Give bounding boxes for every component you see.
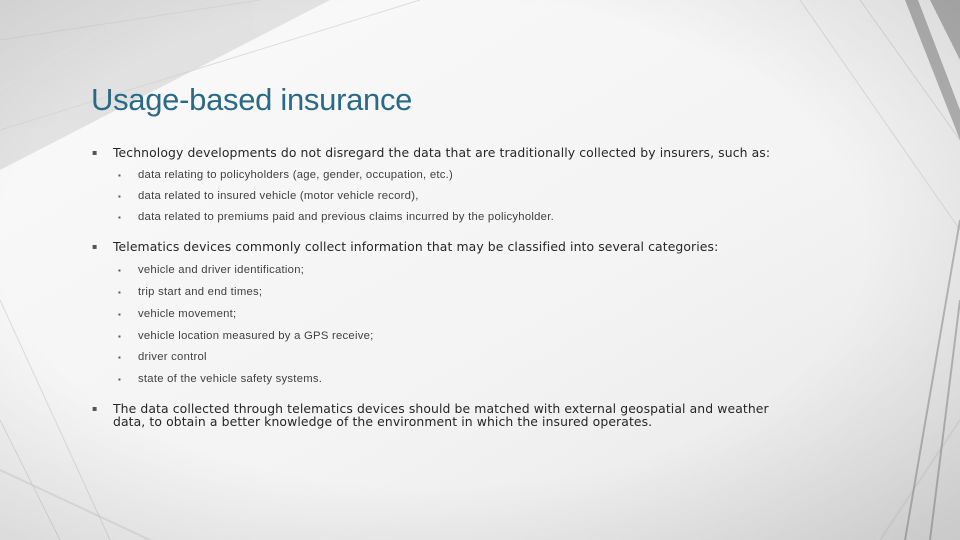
bullet-marker: ▪	[118, 288, 122, 297]
bullet-2-text: Telematics devices commonly collect information that may be classified into several categories:	[113, 239, 719, 254]
bullet-marker: ▪	[92, 404, 98, 413]
sub-bullet-text: data relating to policyholders (age, gender, occupation, etc.)	[138, 169, 454, 181]
bullet-marker: ▪	[118, 310, 122, 319]
slide-body	[92, 0, 792, 540]
sub-bullet	[118, 190, 419, 202]
bullet-marker: ▪	[92, 242, 98, 251]
bullet-marker: ▪	[118, 213, 122, 222]
sub-bullet-text: vehicle and driver identification;	[138, 264, 305, 276]
sub-bullet-text: driver control	[138, 351, 207, 363]
bullet-2	[92, 241, 792, 254]
sub-bullet-text: vehicle location measured by a GPS receive;	[138, 330, 374, 342]
sub-bullet	[118, 351, 207, 363]
sub-bullet	[118, 373, 322, 385]
bullet-3	[92, 403, 792, 428]
sub-bullet-text: trip start and end times;	[138, 286, 263, 298]
bullet-marker: ▪	[92, 148, 98, 157]
bullet-1-text: Technology developments do not disregard the data that are traditionally collected by insurers, such as:	[113, 145, 771, 160]
bullet-marker: ▪	[118, 332, 122, 341]
slide-title: Usage-based insurance	[91, 82, 413, 117]
bullet-marker: ▪	[118, 192, 122, 201]
sub-bullet-text: data related to insured vehicle (motor vehicle record),	[138, 190, 419, 202]
sub-bullet-text: state of the vehicle safety systems.	[138, 373, 323, 385]
bullet-1	[92, 147, 792, 160]
sub-bullet	[118, 286, 262, 298]
sub-bullet	[118, 308, 236, 320]
bullet-marker: ▪	[118, 353, 122, 362]
sub-bullet	[118, 264, 304, 276]
bullet-3-text: The data collected through telematics devices should be matched with external geospatial and weather data, to obtain a better knowledge of the environment in which the insured operates.	[113, 401, 769, 429]
sub-bullet	[118, 330, 374, 342]
bullet-marker: ▪	[118, 171, 122, 180]
sub-bullet-text: data related to premiums paid and previous claims incurred by the policyholder.	[138, 211, 554, 223]
bullet-marker: ▪	[118, 266, 122, 275]
bullet-marker: ▪	[118, 375, 122, 384]
sub-bullet-text: vehicle movement;	[138, 308, 237, 320]
sub-bullet	[118, 169, 453, 181]
sub-bullet	[118, 211, 554, 223]
